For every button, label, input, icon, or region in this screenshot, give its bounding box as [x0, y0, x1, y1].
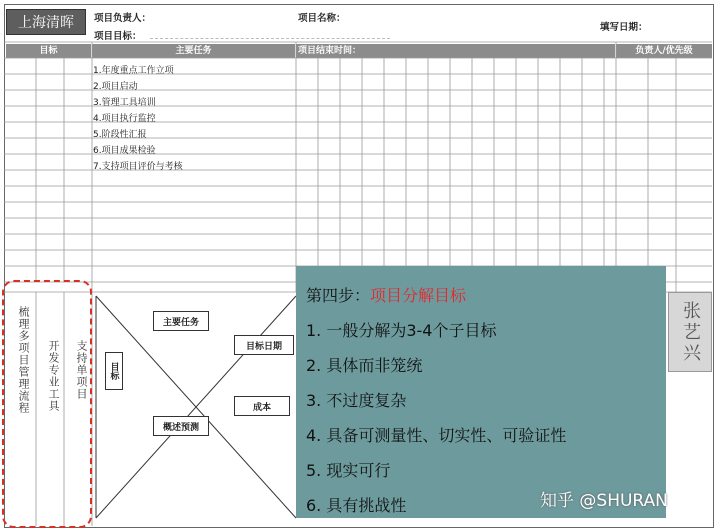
goal-label: 项目目标：	[94, 31, 142, 42]
task-item: 5.阶段性汇报	[93, 130, 147, 140]
task-item: 2.项目启动	[93, 82, 138, 92]
task-item: 3.管理工具培训	[93, 98, 156, 108]
diagram-budget-box: 概述预测	[153, 416, 209, 436]
company-name: 上海清晖	[6, 9, 86, 35]
callout-item: 6. 具有挑战性	[306, 496, 407, 515]
side-name-box: 张艺兴	[668, 292, 712, 372]
callout-item: 5. 现实可行	[306, 461, 391, 480]
goal-underline	[150, 38, 390, 39]
watermark-text: 知乎 @SHURAN	[540, 491, 668, 511]
fill-date-label: 填写日期：	[600, 22, 648, 33]
task-item: 1.年度重点工作立项	[93, 66, 174, 76]
project-name-label: 项目名称：	[298, 13, 346, 24]
diagram-goal-box: 目标	[105, 352, 123, 390]
callout-item: 2. 具体而非笼统	[306, 356, 423, 375]
callout-item: 4. 具备可测量性、切实性、可验证性	[306, 426, 567, 445]
highlight-dashed-box	[2, 280, 92, 528]
col-header-owner-priority: 负责人/优先级	[616, 44, 712, 58]
col-header-end-time: 项目结束时间：	[296, 44, 616, 58]
callout-title-highlight: 项目分解目标	[370, 286, 467, 305]
left-column-support: 支持单项目	[75, 340, 88, 400]
task-item: 6.项目成果检验	[93, 146, 156, 156]
step-four-callout	[296, 266, 666, 518]
task-item: 4.项目执行监控	[93, 114, 156, 124]
callout-title	[306, 283, 466, 306]
task-item: 7.支持项目评价与考核	[93, 162, 183, 172]
callout-item: 1. 一般分解为3-4个子目标	[306, 321, 497, 340]
diagram-target-date-box: 目标日期	[234, 335, 294, 355]
callout-title-prefix: 第四步：	[306, 286, 371, 305]
diagram-cost-box: 成本	[234, 396, 290, 416]
owner-label: 项目负责人：	[94, 13, 152, 24]
callout-item: 3. 不过度复杂	[306, 391, 407, 410]
col-header-task: 主要任务	[92, 44, 296, 58]
col-header-goal: 目标	[6, 44, 92, 58]
left-column-process: 梳理多项目管理流程	[17, 306, 30, 414]
diagram-main-task-box: 主要任务	[153, 311, 209, 331]
left-column-tools: 开发专业工具	[47, 340, 60, 412]
